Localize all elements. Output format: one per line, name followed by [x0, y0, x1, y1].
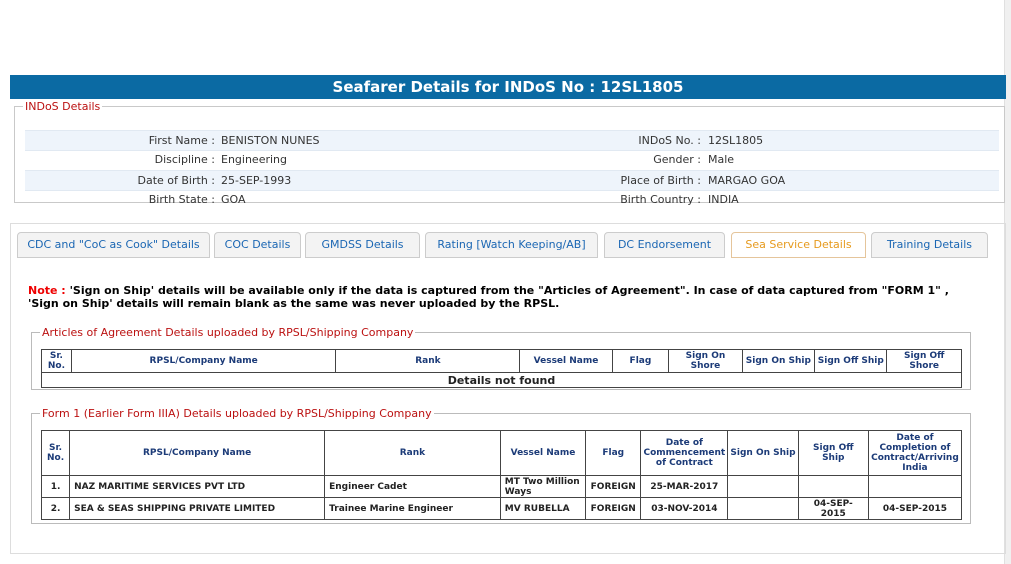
cell-commencement-date: 03-NOV-2014: [641, 498, 728, 520]
place-of-birth-value: MARGAO GOA: [708, 174, 786, 187]
col-company-name: RPSL/Company Name: [70, 431, 325, 476]
discipline-value: Engineering: [221, 153, 287, 166]
col-sign-on-ship: Sign On Ship: [728, 431, 798, 476]
details-not-found-message: Details not found: [42, 373, 962, 388]
details-tab-panel: [10, 223, 1006, 554]
page-title: Seafarer Details for INDoS No : 12SL1805: [10, 75, 1006, 99]
form1-details-table: [41, 430, 962, 520]
dob-value: 25-SEP-1993: [221, 174, 292, 187]
table-row: [42, 476, 962, 498]
sign-on-ship-note: [28, 284, 978, 310]
birth-country-label: Birth Country :: [620, 193, 701, 206]
col-completion-date: Date of Completion of Contract/Arriving India: [868, 431, 961, 476]
gender-value: Male: [708, 153, 735, 166]
info-row: [25, 150, 999, 169]
col-sr-no: Sr. No.: [42, 350, 72, 373]
col-rank: Rank: [325, 431, 501, 476]
articles-of-agreement-table: [41, 349, 962, 388]
table-row: [42, 498, 962, 520]
note-label: Note :: [28, 284, 66, 297]
place-of-birth-label: Place of Birth :: [620, 174, 701, 187]
dob-label: Date of Birth :: [137, 174, 215, 187]
birth-country-value: INDIA: [708, 193, 739, 206]
col-sign-off-shore: Sign Off Shore: [887, 350, 962, 373]
indos-details-group: [14, 100, 1005, 206]
birth-state-value: GOA: [221, 193, 246, 206]
birth-state-label: Birth State :: [148, 193, 215, 206]
cell-company-name: NAZ MARITIME SERVICES PVT LTD: [70, 476, 325, 498]
col-sign-off-ship: Sign Off Ship: [815, 350, 887, 373]
col-vessel-name: Vessel Name: [520, 350, 612, 373]
cell-rank: Trainee Marine Engineer: [325, 498, 501, 520]
col-sign-on-shore: Sign On Shore: [669, 350, 742, 373]
cell-completion-date: 04-SEP-2015: [868, 498, 961, 520]
form1-details-legend: Form 1 (Earlier Form IIIA) Details uploaded by RPSL/Shipping Company: [42, 407, 432, 420]
tab-training-details[interactable]: Training Details: [871, 232, 988, 258]
cell-sign-off-ship: [798, 476, 868, 498]
col-commencement-date: Date of Commencement of Contract: [641, 431, 728, 476]
form1-details-group: [31, 407, 971, 524]
tab-rating-watch-keeping[interactable]: Rating [Watch Keeping/AB]: [425, 232, 598, 258]
info-row: [25, 190, 999, 209]
cell-sr-no: 2.: [42, 498, 70, 520]
tab-dc-endorsement[interactable]: DC Endorsement: [604, 232, 725, 258]
cell-sr-no: 1.: [42, 476, 70, 498]
table-header-row: [42, 431, 962, 476]
discipline-label: Discipline :: [154, 153, 215, 166]
cell-company-name: SEA & SEAS SHIPPING PRIVATE LIMITED: [70, 498, 325, 520]
col-vessel-name: Vessel Name: [500, 431, 585, 476]
indos-no-label: INDoS No. :: [638, 134, 701, 147]
articles-of-agreement-legend: Articles of Agreement Details uploaded by RPSL/Shipping Company: [42, 326, 414, 339]
articles-of-agreement-group: [31, 326, 971, 390]
note-text: 'Sign on Ship' details will be available only if the data is captured from the "Articles of Agreement". In case of data captured from "FORM 1" , 'Sign on Ship' details will remain blank as the same was never uploaded by the RPSL.: [28, 284, 949, 310]
info-row: [25, 130, 999, 151]
col-company-name: RPSL/Company Name: [71, 350, 336, 373]
table-header-row: [42, 350, 962, 373]
cell-vessel-name: MV RUBELLA: [500, 498, 585, 520]
cell-sign-on-ship: [728, 498, 798, 520]
first-name-value: BENISTON NUNES: [221, 134, 320, 147]
col-flag: Flag: [586, 431, 641, 476]
tab-gmdss-details[interactable]: GMDSS Details: [305, 232, 420, 258]
tab-cdc-details[interactable]: CDC and "CoC as Cook" Details: [17, 232, 210, 258]
tab-sea-service-details[interactable]: Sea Service Details: [731, 232, 866, 258]
indos-details-legend: INDoS Details: [25, 100, 101, 113]
cell-vessel-name: MT Two Million Ways: [500, 476, 585, 498]
col-sign-on-ship: Sign On Ship: [742, 350, 814, 373]
indos-no-value: 12SL1805: [708, 134, 764, 147]
col-flag: Flag: [612, 350, 669, 373]
info-row: [25, 170, 999, 191]
cell-flag: FOREIGN: [586, 498, 641, 520]
tab-coc-details[interactable]: COC Details: [214, 232, 301, 258]
col-rank: Rank: [336, 350, 520, 373]
col-sign-off-ship: Sign Off Ship: [798, 431, 868, 476]
cell-rank: Engineer Cadet: [325, 476, 501, 498]
cell-completion-date: [868, 476, 961, 498]
col-sr-no: Sr. No.: [42, 431, 70, 476]
cell-commencement-date: 25-MAR-2017: [641, 476, 728, 498]
cell-flag: FOREIGN: [586, 476, 641, 498]
cell-sign-on-ship: [728, 476, 798, 498]
gender-label: Gender :: [653, 153, 701, 166]
first-name-label: First Name :: [148, 134, 215, 147]
table-row: [42, 373, 962, 388]
cell-sign-off-ship: 04-SEP-2015: [798, 498, 868, 520]
